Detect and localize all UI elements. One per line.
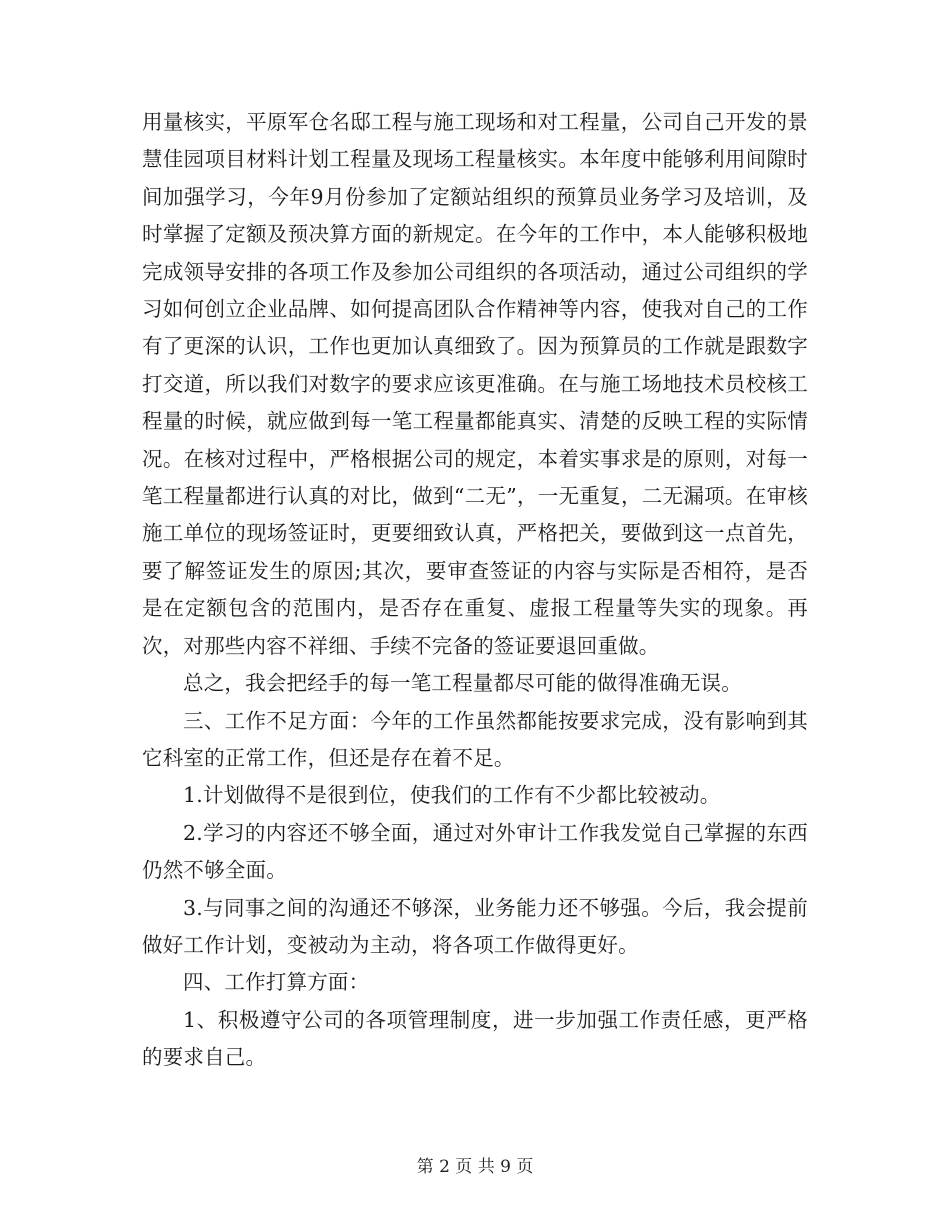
document-body <box>142 104 808 1077</box>
paragraph-section-four-heading: 四、工作打算方面： <box>183 970 370 995</box>
paragraph-plan-item-1: 1、积极遵守公司的各项管理制度，进一步加强工作责任感，更严格的要求自己。 <box>142 1007 808 1070</box>
paragraph-item-3: 3.与同事之间的沟通还不够深，业务能力还不够强。今后，我会提前做好工作计划，变被动为主动，将各项工作做得更好。 <box>142 895 808 957</box>
page-number-footer: 第 2 页 共 9 页 <box>416 1157 534 1177</box>
paragraph-item-1: 1.计划做得不是很到位，使我们的工作有不少都比较被动。 <box>183 783 721 808</box>
paragraph-section-three-heading: 三、工作不足方面：今年的工作虽然都能按要求完成，没有影响到其它科室的正常工作，但还是存在着不足。 <box>142 708 808 770</box>
paragraph-continuation: 用量核实，平原军仓名邸工程与施工现场和对工程量，公司自己开发的景慧佳园项目材料计划工程量及现场工程量核实。本年度中能够利用间隙时间加强学习，今年9月份参加了定额站组织的预算员业务学习及培训，及时掌握了定额及预决算方面的新规定。在今年的工作中，本人能够积极地完成领导安排的各项工作及参加公司组织的各项活动，通过公司组织的学习如何创立企业品牌、如何提高团队合作精神等内容，使我对自己的工作有了更深的认识，工作也更加认真细致了。因为预算员的工作就是跟数字打交道，所以我们对数字的要求应该更准确。在与施工场地技术员校核工程量的时候，就应做到每一笔工程量都能真实、清楚的反映工程的实际情况。在核对过程中，严格根据公司的规定，本着实事求是的原则，对每一笔工程量都进行认真的对比，做到“二无”，一无重复，二无漏项。在审核施工单位的现场签证时，更要细致认真，严格把关，要做到这一点首先，要了解签证发生的原因;其次，要审查签证的内容与实际是否相符，是否是在定额包含的范围内，是否存在重复、虚报工程量等失实的现象。再次，对那些内容不祥细、手续不完备的签证要退回重做。 <box>142 110 808 658</box>
paragraph-summary: 总之，我会把经手的每一笔工程量都尽可能的做得准确无误。 <box>183 671 742 696</box>
paragraph-item-2: 2.学习的内容还不够全面，通过对外审计工作我发觉自己掌握的东西仍然不够全面。 <box>142 820 808 883</box>
